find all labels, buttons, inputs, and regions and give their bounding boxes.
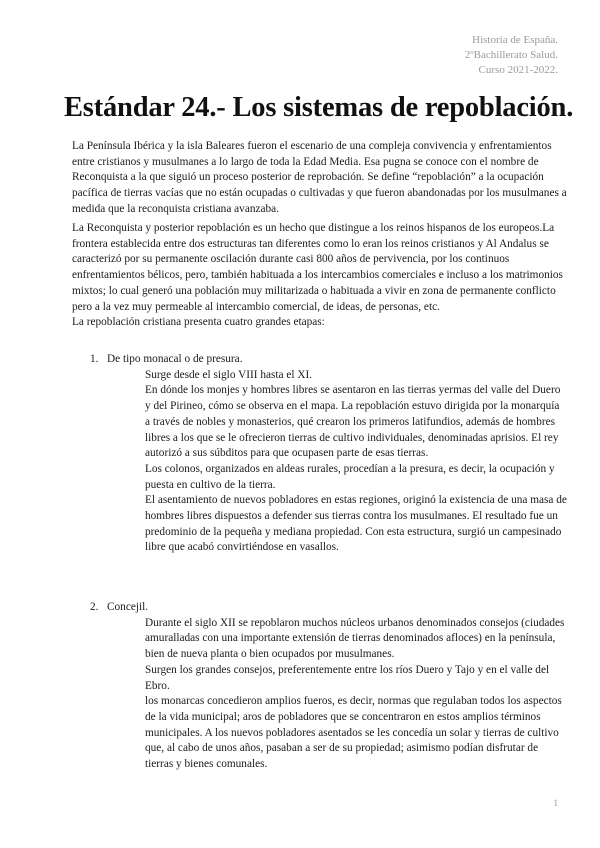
stage-number: 1. bbox=[90, 353, 99, 365]
stage-paragraph: Surge desde el siglo VIII hasta el XI. bbox=[145, 368, 313, 381]
stage-item-concejil bbox=[72, 600, 567, 773]
page-header bbox=[465, 33, 558, 78]
header-year: Curso 2021-2022. bbox=[478, 64, 558, 76]
reconquista-section bbox=[72, 221, 567, 331]
stage-title bbox=[72, 352, 567, 368]
stage-body bbox=[145, 616, 567, 773]
stage-title-text: De tipo monacal o de presura. bbox=[107, 353, 243, 365]
reconquista-paragraph: La Reconquista y posterior repoblación es un hecho que distingue a los reinos hispanos de los europeos.La frontera establecida entre dos estructuras tan diferentes como lo eran los reinos cristianos y Al Andalus se caracterizó por su permanente oscilación durante casi 800 años de pervivencia, por los continuos enfrentamientos bélicos, pero, también habituada a los intercambios comerciales e incluso a los matrimonios mixtos; lo cual generó una población muy militarizada o habituada a vivir en zona de permanente conflicto pero a la vez muy permeable al intercambio comercial, de ideas, de personas, etc. bbox=[72, 222, 563, 313]
stage-paragraph: los monarcas concedieron amplios fueros, es decir, normas que regulaban todos los aspectos de la vida municipal; aros de pobladores que se concentraron en estos amplios términos municipales. A los nuevos pobladores asentados se les concedía un solar y tierras de cultivo que, al cabo de unos años, pasaban a ser de su propiedad; asimismo podían disfrutar de tierras y bienes comunales. bbox=[145, 695, 562, 771]
stage-paragraph: El asentamiento de nuevos pobladores en estas regiones, originó la existencia de una masa de hombres libres dispuestos a defender sus tierras contra los musulmanes. El resultado fue un predominio de la pequeña y mediana propiedad. Con esta estructura, surgió un campesinado libre que acabó convirtiéndose en vasallos. bbox=[145, 494, 567, 554]
stage-title-text: Concejil. bbox=[107, 601, 149, 613]
stages-lead: La repoblación cristiana presenta cuatro grandes etapas: bbox=[72, 316, 325, 329]
stage-title bbox=[72, 600, 567, 616]
stage-paragraph: Surgen los grandes consejos, preferentemente entre los ríos Duero y Tajo y en el valle del Ebro. bbox=[145, 663, 550, 692]
stage-item-monacal bbox=[72, 352, 567, 556]
page-title: Estándar 24.- Los sistemas de repoblación. bbox=[64, 92, 574, 123]
intro-paragraph bbox=[72, 139, 567, 218]
header-subject: Historia de España. bbox=[472, 34, 558, 46]
stage-body bbox=[145, 368, 567, 556]
header-course: 2ºBachillerato Salud. bbox=[464, 49, 558, 61]
page-number: 1 bbox=[553, 798, 558, 808]
stage-paragraph: En dónde los monjes y hombres libres se asentaron en las tierras yermas del valle del Duero y del Pirineo, cómo se observa en el mapa. La repoblación estuvo dirigida por la monarquía a través de nobles y monasterios, qué crearon los primeros latifundios, además de hombres libres a los que se le ofrecieron tierras de cultivo individuales, denominadas aprisios. El rey autorizó a sus súbditos para que ocupasen parte de esas tierras. bbox=[145, 384, 561, 460]
stage-paragraph: Durante el siglo XII se repoblaron muchos núcleos urbanos denominados consejos (ciudades amuralladas con una importante extensión de tierras denominados afloces) en la península, bien de nueva planta o bien ocupados por musulmanes. bbox=[145, 616, 565, 661]
stage-number: 2. bbox=[90, 601, 99, 613]
stage-paragraph: Los colonos, organizados en aldeas rurales, procedían a la presura, es decir, la ocupación y puesta en cultivo de la tierra. bbox=[145, 462, 555, 491]
intro-text: La Península Ibérica y la isla Baleares fueron el escenario de una compleja convivencia y enfrentamientos entre cristianos y musulmanes a lo largo de toda la Edad Media. Esa pugna se conoce con el nombre de Reconquista a la que siguió un proceso posterior de reprobación. Se define “repoblación” a la ocupación pacífica de tierras vacías que no están ocupadas o cultivadas y que fueron abandonadas por los musulmanes a medida que la reconquista cristiana avanzaba. bbox=[72, 140, 567, 215]
